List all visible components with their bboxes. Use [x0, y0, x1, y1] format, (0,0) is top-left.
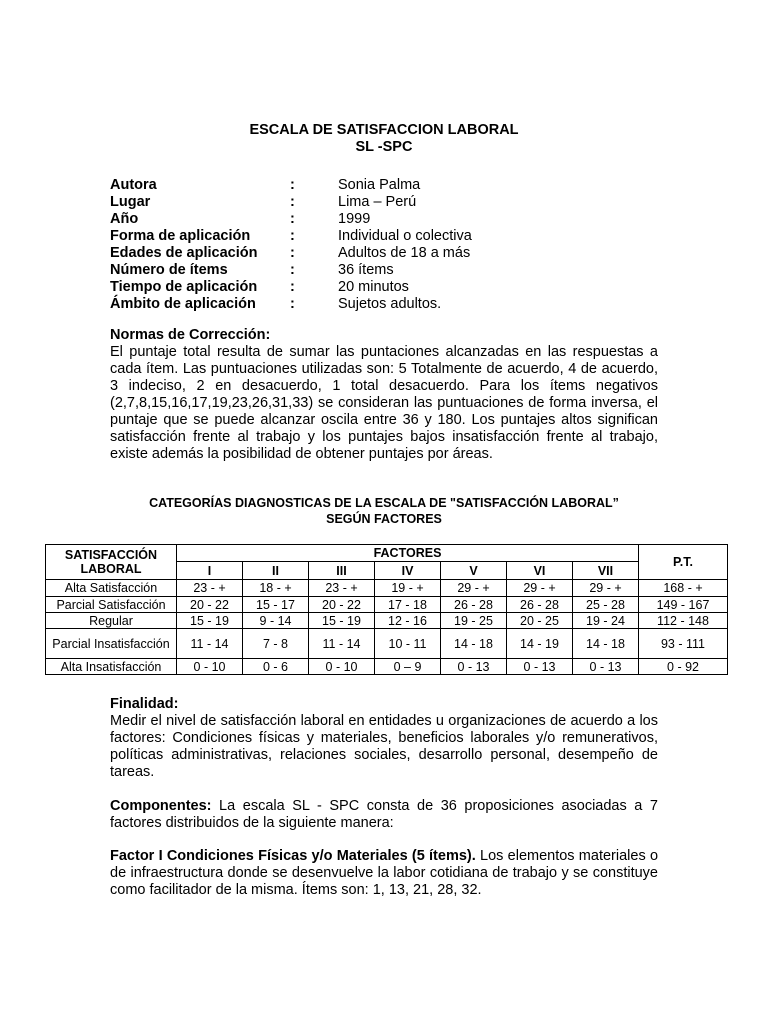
factor-header: VI	[507, 562, 573, 580]
meta-colon: :	[290, 245, 295, 261]
table-cell: 0 – 9	[375, 659, 441, 675]
table-cell: 0 - 13	[441, 659, 507, 675]
table-cell: 20 - 22	[309, 597, 375, 613]
table-cell: 15 - 19	[309, 613, 375, 629]
meta-row-ambito	[110, 296, 670, 313]
factor-header: VII	[573, 562, 639, 580]
table-cell: 19 - 25	[441, 613, 507, 629]
table-cell: 26 - 28	[441, 597, 507, 613]
meta-colon: :	[290, 262, 295, 278]
meta-colon: :	[290, 279, 295, 295]
table-row	[46, 597, 728, 613]
factor-header: III	[309, 562, 375, 580]
normas-heading: Normas de Corrección:	[110, 327, 271, 343]
table-cell: 14 - 18	[573, 629, 639, 659]
factor-header: V	[441, 562, 507, 580]
meta-colon: :	[290, 177, 295, 193]
table-cell: 20 - 25	[507, 613, 573, 629]
meta-label: Edades de aplicación	[110, 245, 258, 261]
factors-table	[45, 544, 728, 675]
meta-value: Adultos de 18 a más	[338, 245, 471, 261]
table-cell: 29 - +	[441, 580, 507, 597]
factor1-section	[110, 848, 658, 899]
pt-cell: 93 - 111	[639, 629, 728, 659]
table-cell: 12 - 16	[375, 613, 441, 629]
factores-header: FACTORES	[177, 545, 639, 562]
table-cell: 0 - 10	[177, 659, 243, 675]
meta-value: Lima – Perú	[338, 194, 417, 210]
factor1-heading: Factor I Condiciones Físicas y/o Materiales (5 ítems).	[110, 848, 476, 864]
meta-label: Lugar	[110, 194, 151, 210]
table-cell: 14 - 19	[507, 629, 573, 659]
document-title: ESCALA DE SATISFACCION LABORAL	[249, 122, 519, 138]
meta-label: Año	[110, 211, 139, 227]
meta-colon: :	[290, 228, 295, 244]
table-cell: 20 - 22	[177, 597, 243, 613]
document-subtitle: SL -SPC	[355, 139, 413, 155]
table-cell: 0 - 6	[243, 659, 309, 675]
factor1-text: Los elementos materiales o de infraestructura donde se desenvuelve la labor cotidiana de trabajo y se constituye como facilitador de la misma. Ítems son: 1, 13, 21, 28, 32.	[110, 848, 659, 898]
meta-row-lugar	[110, 194, 670, 211]
table-cell: 0 - 13	[573, 659, 639, 675]
meta-value: Sujetos adultos.	[338, 296, 442, 312]
table-row	[46, 613, 728, 629]
table-row	[46, 659, 728, 675]
finalidad-text: Medir el nivel de satisfacción laboral en entidades u organizaciones de acuerdo a los factores: Condiciones físicas y materiales, beneficios laborales y/o remunerativos, políticas administrativas, relaciones sociales, desarrollo personal, desempeño de tareas.	[110, 713, 658, 780]
table-row	[46, 580, 728, 597]
meta-value: Sonia Palma	[338, 177, 421, 193]
table-header-row	[46, 545, 728, 562]
pt-header: P.T.	[639, 545, 728, 580]
meta-label: Forma de aplicación	[110, 228, 251, 244]
categorias-title: CATEGORÍAS DIAGNOSTICAS DE LA ESCALA DE "SATISFACCIÓN LABORAL”	[149, 496, 619, 510]
table-cell: 19 - 24	[573, 613, 639, 629]
pt-cell: 112 - 148	[639, 613, 728, 629]
meta-value: 20 minutos	[338, 279, 409, 295]
row-label: Alta Satisfacción	[46, 580, 177, 597]
normas-text: El puntaje total resulta de sumar las puntaciones alcanzadas en las respuestas a cada ítem. Las puntuaciones utilizadas son: 5 Totalmente de acuerdo, 4 de acuerdo, 3 indeciso, 2 en desacuerdo, 1 total desacuerdo. Para los ítems negativos (2,7,8,15,16,17,19,23,26,31,33) se consideran las puntuaciones de forma inversa, el puntaje que se puede alcanzar oscila entre 36 y 180. Los puntajes altos significan satisfacción frente al trabajo y los puntajes bajos insatisfacción frente al trabajo, existe además la posibilidad de obtener puntajes por áreas.	[110, 344, 658, 462]
satisfaccion-header: SATISFACCIÓN LABORAL	[46, 545, 177, 580]
row-label: Regular	[46, 613, 177, 629]
table-cell: 10 - 11	[375, 629, 441, 659]
meta-label: Tiempo de aplicación	[110, 279, 258, 295]
table-cell: 7 - 8	[243, 629, 309, 659]
meta-label: Número de ítems	[110, 262, 228, 278]
pt-cell: 149 - 167	[639, 597, 728, 613]
table-cell: 11 - 14	[177, 629, 243, 659]
factor-header: I	[177, 562, 243, 580]
table-cell: 29 - +	[507, 580, 573, 597]
meta-colon: :	[290, 211, 295, 227]
table-cell: 23 - +	[177, 580, 243, 597]
finalidad-heading: Finalidad:	[110, 696, 179, 712]
table-cell: 17 - 18	[375, 597, 441, 613]
meta-value: Individual o colectiva	[338, 228, 472, 244]
table-cell: 23 - +	[309, 580, 375, 597]
table-cell: 14 - 18	[441, 629, 507, 659]
categorias-subtitle: SEGÚN FACTORES	[326, 512, 442, 526]
meta-row-ano	[110, 211, 670, 228]
table-cell: 18 - +	[243, 580, 309, 597]
table-cell: 11 - 14	[309, 629, 375, 659]
table-cell: 9 - 14	[243, 613, 309, 629]
meta-value: 1999	[338, 211, 371, 227]
meta-row-edades	[110, 245, 670, 262]
meta-row-numero	[110, 262, 670, 279]
finalidad-section	[110, 696, 658, 781]
meta-row-tiempo	[110, 279, 670, 296]
table-cell: 15 - 19	[177, 613, 243, 629]
componentes-heading: Componentes:	[110, 798, 212, 814]
table-cell: 0 - 13	[507, 659, 573, 675]
componentes-section	[110, 798, 658, 832]
meta-colon: :	[290, 296, 295, 312]
meta-colon: :	[290, 194, 295, 210]
pt-cell: 168 - +	[639, 580, 728, 597]
meta-row-forma	[110, 228, 670, 245]
table-cell: 0 - 10	[309, 659, 375, 675]
factor-header: IV	[375, 562, 441, 580]
table-cell: 26 - 28	[507, 597, 573, 613]
row-label: Parcial Satisfacción	[46, 597, 177, 613]
meta-row-autora	[110, 177, 670, 194]
factor-header: II	[243, 562, 309, 580]
table-cell: 19 - +	[375, 580, 441, 597]
meta-value: 36 ítems	[338, 262, 394, 278]
meta-label: Autora	[110, 177, 157, 193]
pt-cell: 0 - 92	[639, 659, 728, 675]
row-label: Parcial Insatisfacción	[46, 629, 177, 659]
table-row	[46, 629, 728, 659]
componentes-text: La escala SL - SPC consta de 36 proposiciones asociadas a 7 factores distribuidos de la siguiente manera:	[110, 798, 658, 831]
table-cell: 25 - 28	[573, 597, 639, 613]
row-label: Alta Insatisfacción	[46, 659, 177, 675]
meta-label: Ámbito de aplicación	[110, 296, 256, 312]
table-cell: 15 - 17	[243, 597, 309, 613]
table-cell: 29 - +	[573, 580, 639, 597]
normas-section	[110, 327, 658, 463]
metadata-list	[110, 177, 670, 313]
